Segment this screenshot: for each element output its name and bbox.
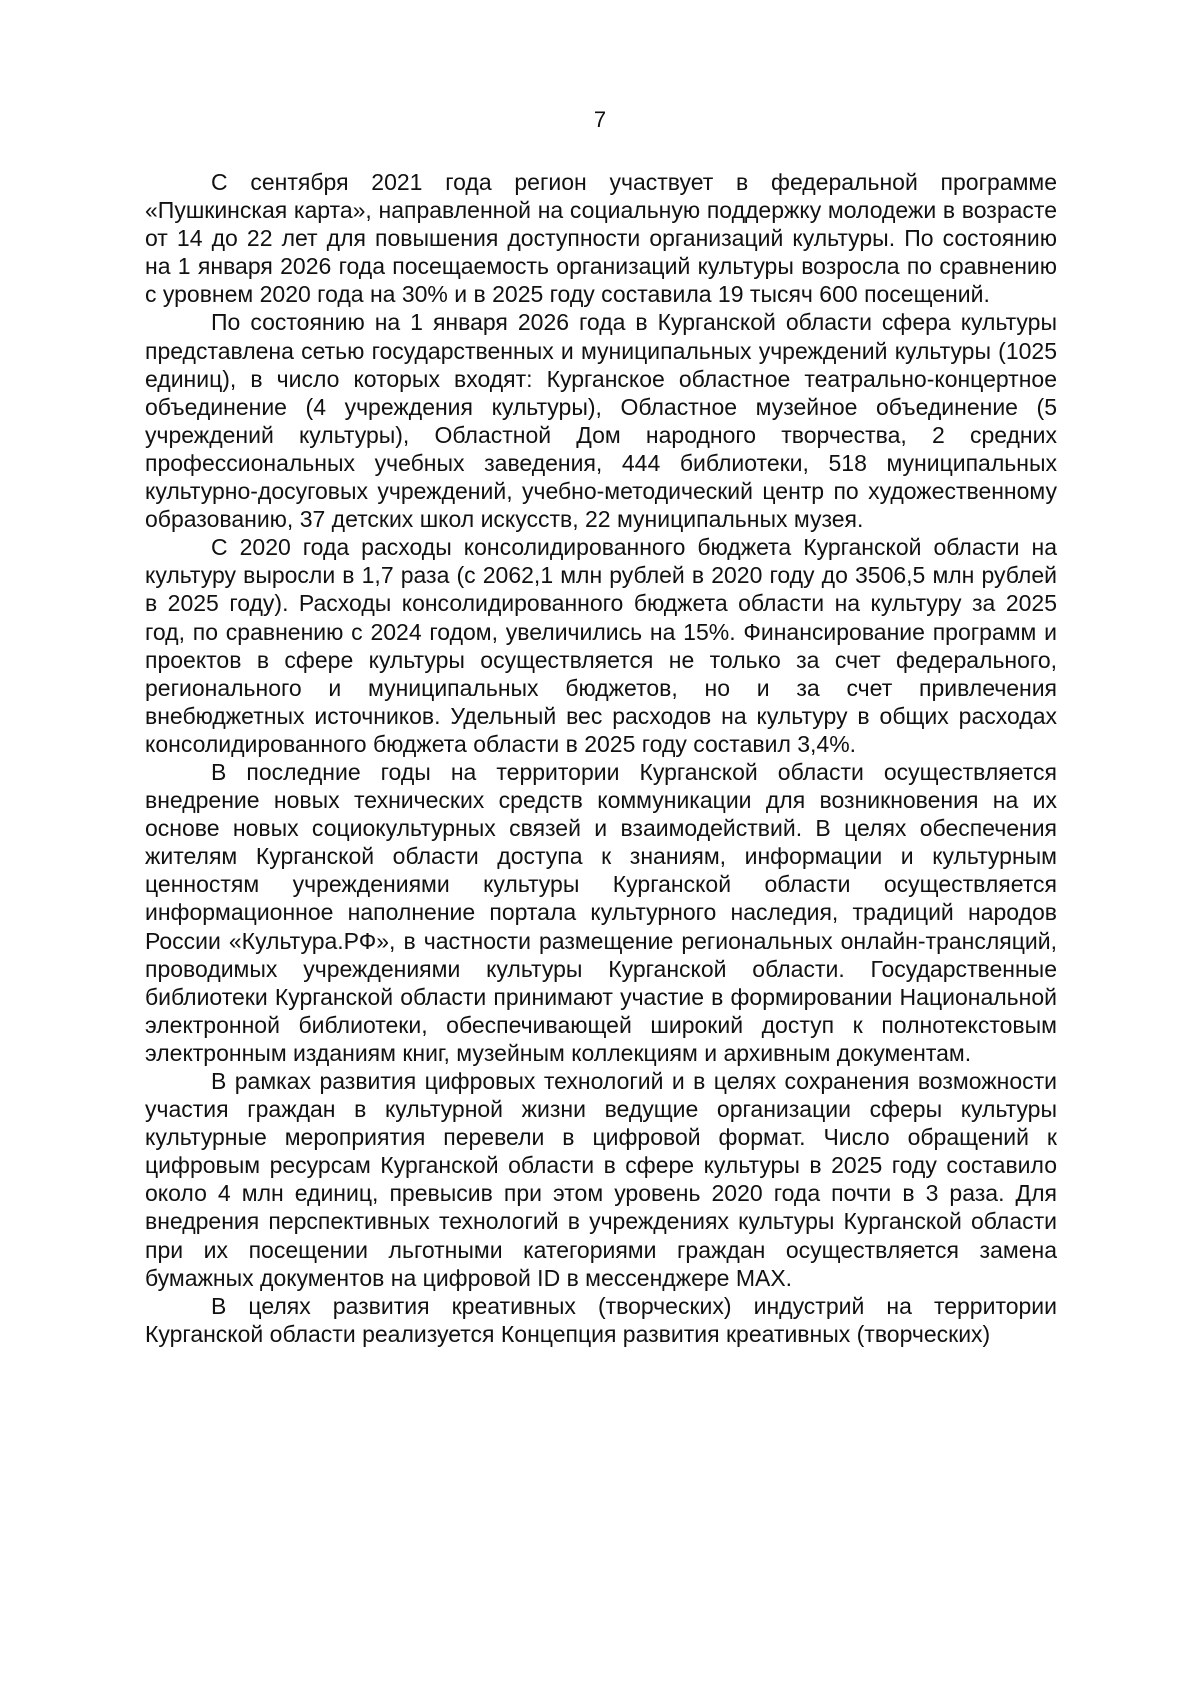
page-number: 7 [593,107,607,132]
paragraph-budget-expenses: С 2020 года расходы консолидированного бюджета Курганской области на культуру выросли в 1,7 раза (с 2062,1 млн рублей в 2020 году до 3506,5 млн рублей в 2025 году). Расходы консолидированного бюджета области на культуру за 2025 год, по сравнению с 2024 годом, увеличились на 15%. Финансирование программ и проектов в сфере культуры осуществляется не только за счет федерального, регионального и муниципальных бюджетов, но и за счет привлечения внебюджетных источников. Удельный вес расходов на культуру в общих расходах консолидированного бюджета области в 2025 году составил 3,4%. [145,534,1057,757]
paragraph-communication-technologies: В последние годы на территории Курганской области осуществляется внедрение новых технических средств коммуникации для возникновения на их основе новых социокультурных связей и взаимодействий. В целях обеспечения жителям Курганской области доступа к знаниям, информации и культурным ценностям учреждениями культуры Курганской области осуществляется информационное наполнение портала культурного наследия, традиций народов России «Культура.РФ», в частности размещение региональных онлайн-трансляций, проводимых учреждениями культуры Курганской области. Государственные библиотеки Курганской области принимают участие в формировании Национальной электронной библиотеки, обеспечивающей широкий доступ к полнотекстовым электронным изданиям книг, музейным коллекциям и архивным документам. [145,758,1057,1066]
paragraph-pushkin-card: С сентября 2021 года регион участвует в федеральной программе «Пушкинская карта», направленной на социальную поддержку молодежи в возрасте от 14 до 22 лет для повышения доступности организаций культуры. По состоянию на 1 января 2026 года посещаемость организаций культуры возросла по сравнению с уровнем 2020 года на 30% и в 2025 году составила 19 тысяч 600 посещений. [145,169,1057,308]
paragraph-creative-industries: В целях развития креативных (творческих) индустрий на территории Курганской области реализуется Концепция развития креативных (творческих) [145,1292,1057,1347]
document-body [145,168,1057,1348]
paragraph-digital-technologies: В рамках развития цифровых технологий и в целях сохранения возможности участия граждан в культурной жизни ведущие организации сферы культуры культурные мероприятия перевели в цифровой формат. Число обращений к цифровым ресурсам Курганской области в сфере культуры в 2025 году составило около 4 млн единиц, превысив при этом уровень 2020 года почти в 3 раза. Для внедрения перспективных технологий в учреждениях культуры Курганской области при их посещении льготными категориями граждан осуществляется замена бумажных документов на цифровой ID в мессенджере MAX. [145,1068,1057,1291]
paragraph-culture-network: По состоянию на 1 января 2026 года в Курганской области сфера культуры представлена сетью государственных и муниципальных учреждений культуры (1025 единиц), в число которых входят: Курганское областное театрально-концертное объединение (4 учреждения культуры), Областное музейное объединение (5 учреждений культуры), Областной Дом народного творчества, 2 средних профессиональных учебных заведения, 444 библиотеки, 518 муниципальных культурно-досуговых учреждений, учебно-методический центр по художественному образованию, 37 детских школ искусств, 22 муниципальных музея. [145,309,1057,533]
